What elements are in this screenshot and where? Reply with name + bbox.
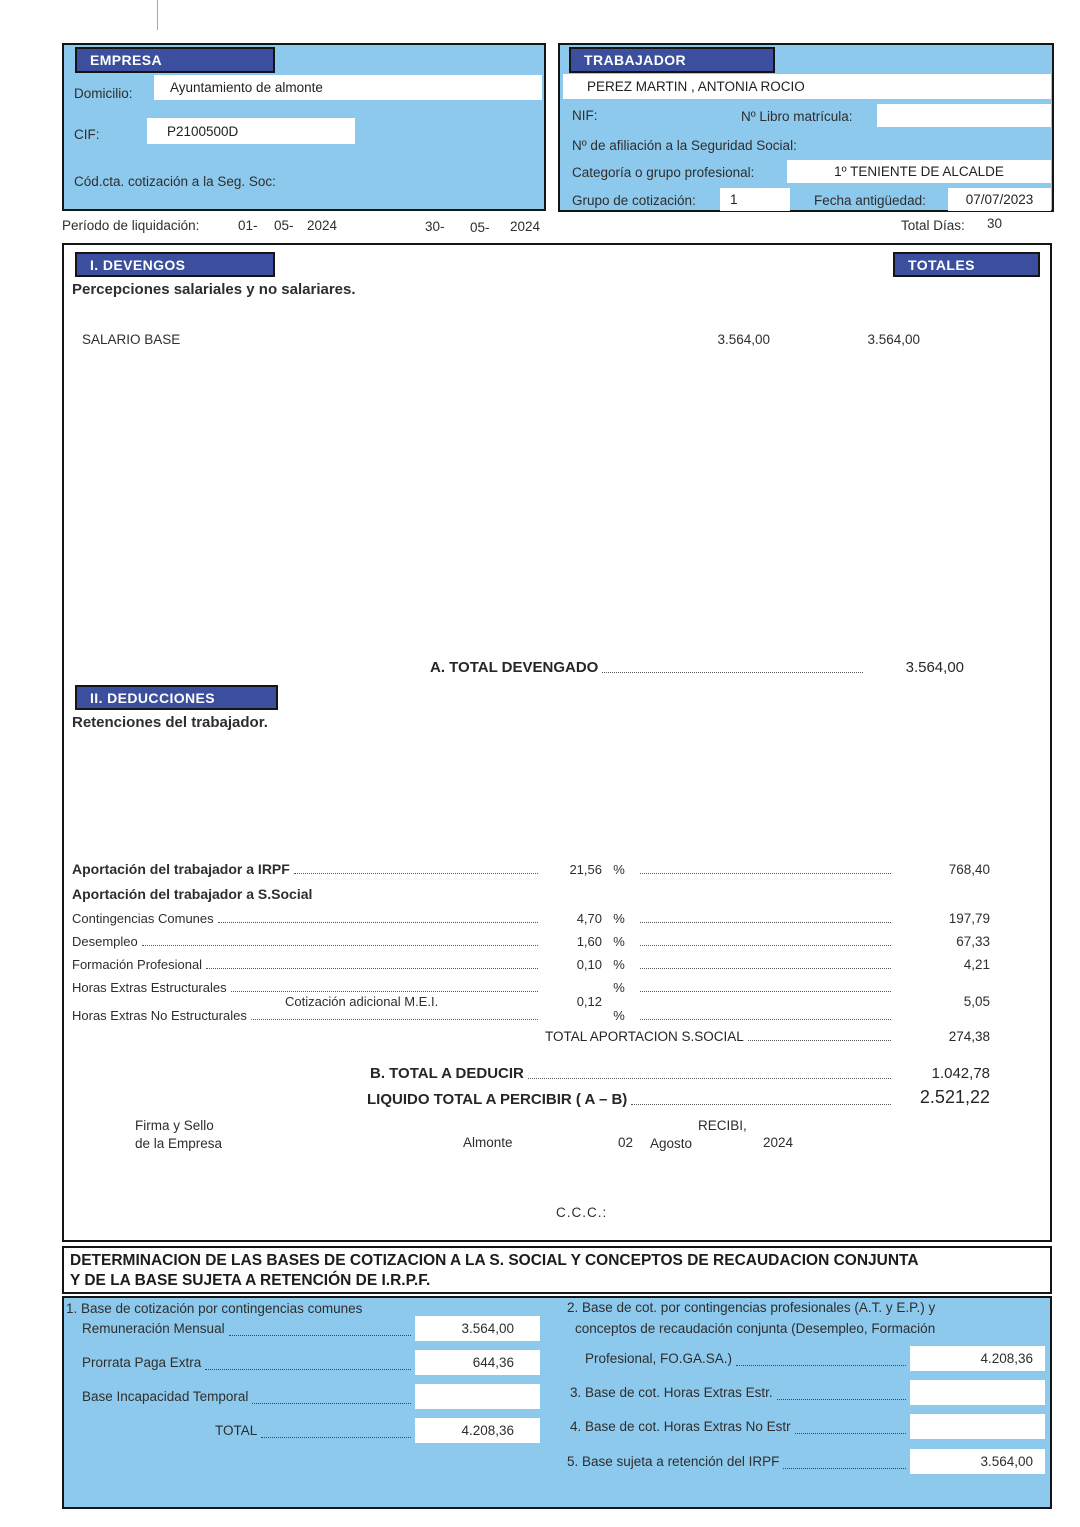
leader-dots [640, 968, 891, 969]
deduction-row-horas-extras-no-estr [72, 1006, 990, 1023]
leader-dots [261, 1437, 411, 1438]
trabajador-header [569, 47, 775, 73]
leader-dots [777, 1399, 906, 1400]
crop-mark [157, 0, 158, 30]
periodo-from-month: 05- [274, 218, 294, 233]
bases-left-title: 1. Base de cotización por contingencias comunes [66, 1301, 363, 1316]
deduction-label: Horas Extras No Estructurales [72, 1008, 247, 1023]
deduction-label: Aportación del trabajador a S.Social [72, 886, 313, 902]
totales-header [893, 252, 1040, 277]
periodo-from-day: 01- [238, 218, 258, 233]
leader-dots [205, 1369, 411, 1370]
base-row-prorrata [82, 1350, 540, 1375]
leader-dots [252, 1403, 411, 1404]
deduction-pct: 21,56 [569, 862, 602, 877]
deducciones-header-label: II. DEDUCCIONES [90, 689, 216, 706]
base-row-value-box [910, 1449, 1045, 1474]
firma-line1: Firma y Sello [135, 1118, 214, 1133]
deduction-amount: 768,40 [948, 862, 990, 877]
categoria-field [787, 160, 1051, 183]
base-row-value: 4.208,36 [461, 1423, 514, 1438]
fecha-antiguedad-value: 07/07/2023 [965, 192, 1034, 207]
leader-dots [736, 1365, 906, 1366]
deduction-label: Formación Profesional [72, 957, 203, 972]
categoria-value: 1º TENIENTE DE ALCALDE [834, 164, 1004, 179]
deduction-amount: 5,05 [963, 994, 990, 1009]
cif-field [147, 118, 355, 144]
libro-label: Nº Libro matrícula: [741, 109, 853, 124]
total-aportacion-line [545, 1029, 990, 1044]
deduction-row-formacion [72, 955, 990, 972]
deduction-label: Cotización adicional M.E.I. [285, 994, 439, 1009]
trabajador-header-label: TRABAJADOR [584, 52, 686, 68]
deduction-label: Contingencias Comunes [72, 911, 214, 926]
deduction-row-ssocial-header [72, 885, 990, 902]
deduction-pct: 4,70 [576, 911, 602, 926]
totales-header-label: TOTALES [908, 256, 975, 273]
total-deducir-value: 1.042,78 [931, 1065, 990, 1082]
fecha-antiguedad-label: Fecha antigüedad: [814, 193, 926, 208]
devengos-header-label: I. DEVENGOS [90, 256, 186, 273]
liquido-line [367, 1087, 990, 1108]
total-dias-value: 30 [987, 216, 1003, 231]
afiliacion-label: Nº de afiliación a la Seguridad Social: [572, 138, 797, 153]
leader-dots [640, 922, 891, 923]
leader-dots [640, 1019, 891, 1020]
liquido-value: 2.521,22 [919, 1087, 990, 1107]
firma-anio: 2024 [763, 1135, 794, 1150]
categoria-label: Categoría o grupo profesional: [572, 165, 755, 180]
deducciones-subtitle: Retenciones del trabajador. [72, 714, 268, 731]
devengo-row-amount: 3.564,00 [717, 332, 770, 347]
leader-dots [142, 945, 538, 946]
percent-sign: % [613, 911, 625, 926]
deduction-row-desempleo [72, 932, 990, 949]
base-row-irpf [567, 1449, 1045, 1474]
leader-dots [251, 1019, 538, 1020]
deduction-amount: 197,79 [948, 911, 990, 926]
determinacion-line2: Y DE LA BASE SUJETA A RETENCIÓN DE I.R.P.F. [70, 1272, 431, 1289]
firma-dia: 02 [618, 1135, 634, 1150]
determinacion-box [62, 1246, 1052, 1294]
deduction-amount: 4,21 [963, 957, 990, 972]
percent-sign: % [613, 957, 625, 972]
base-row-label: TOTAL [215, 1423, 258, 1438]
determinacion-line1: DETERMINACION DE LAS BASES DE COTIZACION A LA S. SOCIAL Y CONCEPTOS DE RECAUDACION CONJUNTA [70, 1252, 919, 1269]
firma-line2: de la Empresa [135, 1136, 223, 1151]
devengo-row-total: 3.564,00 [867, 332, 920, 347]
bases-right-title-line1: 2. Base de cot. por contingencias profesionales (A.T. y E.P.) y [567, 1300, 936, 1315]
liquido-label: LIQUIDO TOTAL A PERCIBIR ( A – B) [367, 1091, 628, 1108]
grupo-label: Grupo de cotización: [572, 193, 696, 208]
deduction-label: Aportación del trabajador a IRPF [72, 861, 290, 877]
empresa-header-label: EMPRESA [90, 52, 163, 68]
cif-value: P2100500D [167, 123, 239, 139]
percent-sign: % [613, 862, 625, 877]
deduction-pct: 1,60 [576, 934, 602, 949]
leader-dots [528, 1078, 891, 1079]
periodo-label: Período de liquidación: [62, 218, 200, 233]
base-row-label: Profesional, FO.GA.SA.) [585, 1351, 733, 1366]
periodo-from-year: 2024 [307, 218, 338, 233]
grupo-value: 1 [730, 192, 738, 207]
total-aportacion-value: 274,38 [948, 1029, 990, 1044]
total-devengado-line [430, 659, 990, 676]
leader-dots [218, 922, 538, 923]
domicilio-label: Domicilio: [74, 86, 133, 101]
deduction-pct: 0,10 [576, 957, 602, 972]
firma-mes: Agosto [650, 1136, 693, 1151]
devengos-header [75, 252, 275, 277]
base-row-value-box [415, 1316, 540, 1341]
base-row-remuneracion [82, 1316, 540, 1341]
total-deducir-label: B. TOTAL A DEDUCIR [370, 1065, 524, 1082]
cif-label: CIF: [74, 127, 100, 142]
libro-field [877, 104, 1051, 127]
empresa-panel [62, 43, 546, 211]
periodo-to-day: 30- [425, 219, 445, 234]
base-row-value-box [415, 1350, 540, 1375]
trabajador-nombre-field [563, 74, 1051, 99]
base-row-value-box [415, 1384, 540, 1409]
base-row-value-box [910, 1380, 1045, 1405]
deduction-pct: 0,12 [576, 994, 602, 1009]
trabajador-nombre: PEREZ MARTIN , ANTONIA ROCIO [587, 79, 805, 94]
base-row-value: 644,36 [472, 1355, 514, 1370]
base-row-label: Prorrata Paga Extra [82, 1355, 202, 1370]
deduction-amount: 67,33 [956, 934, 990, 949]
grupo-field [720, 188, 790, 211]
base-row-horas-extras-estr [570, 1380, 1045, 1405]
deduction-label: Horas Extras Estructurales [72, 980, 227, 995]
fecha-antiguedad-field [948, 188, 1051, 211]
base-row-value: 4.208,36 [980, 1351, 1033, 1366]
base-row-total [215, 1418, 540, 1443]
base-row-value-box [415, 1418, 540, 1443]
devengos-subtitle: Percepciones salariales y no salariares. [72, 281, 356, 298]
total-dias-label: Total Días: [901, 218, 965, 233]
ccc-label: C.C.C.: [556, 1205, 608, 1220]
base-row-label: 5. Base sujeta a retención del IRPF [567, 1454, 780, 1469]
base-row-value-box [910, 1414, 1045, 1439]
leader-dots [795, 1433, 906, 1434]
total-devengado-value: 3.564,00 [905, 659, 964, 676]
trabajador-panel [558, 43, 1054, 212]
base-row-label: 3. Base de cot. Horas Extras Estr. [570, 1385, 773, 1400]
deduction-label: Desempleo [72, 934, 138, 949]
leader-dots [783, 1468, 906, 1469]
base-row-value: 3.564,00 [980, 1454, 1033, 1469]
percent-sign: % [613, 980, 625, 995]
base-row-label: Remuneración Mensual [82, 1321, 225, 1336]
base-row-profesional [585, 1346, 1045, 1371]
base-row-value-box [910, 1346, 1045, 1371]
base-row-incapacidad [82, 1384, 540, 1409]
domicilio-value: Ayuntamiento de almonte [170, 80, 323, 95]
codcta-label: Cód.cta. cotización a la Seg. Soc: [74, 174, 276, 189]
domicilio-field [154, 75, 542, 100]
percent-sign: % [613, 1008, 625, 1023]
leader-dots [602, 672, 863, 673]
recibi-label: RECIBI, [698, 1118, 747, 1133]
deducciones-header [75, 685, 278, 710]
total-deducir-line [370, 1065, 990, 1082]
deduction-row-irpf [72, 860, 990, 877]
leader-dots [631, 1104, 891, 1105]
leader-dots [294, 873, 538, 874]
leader-dots [206, 968, 538, 969]
leader-dots [640, 945, 891, 946]
periodo-to-year: 2024 [510, 219, 541, 234]
base-row-horas-extras-no-estr [570, 1414, 1045, 1439]
devengo-row-label: SALARIO BASE [82, 332, 181, 347]
deduction-row-contingencias [72, 909, 990, 926]
base-row-label: 4. Base de cot. Horas Extras No Estr [570, 1419, 791, 1434]
leader-dots [640, 873, 891, 874]
base-row-value: 3.564,00 [461, 1321, 514, 1336]
total-devengado-label: A. TOTAL DEVENGADO [430, 659, 599, 676]
leader-dots [748, 1040, 891, 1041]
nif-label: NIF: [572, 108, 598, 123]
firma-lugar: Almonte [463, 1135, 513, 1150]
empresa-header [75, 47, 275, 73]
periodo-to-month: 05- [470, 220, 490, 235]
bases-right-title-line2: conceptos de recaudación conjunta (Desempleo, Formación [575, 1321, 936, 1336]
leader-dots [229, 1335, 411, 1336]
total-aportacion-label: TOTAL APORTACION S.SOCIAL [545, 1029, 744, 1044]
percent-sign: % [613, 934, 625, 949]
base-row-label: Base Incapacidad Temporal [82, 1389, 249, 1404]
